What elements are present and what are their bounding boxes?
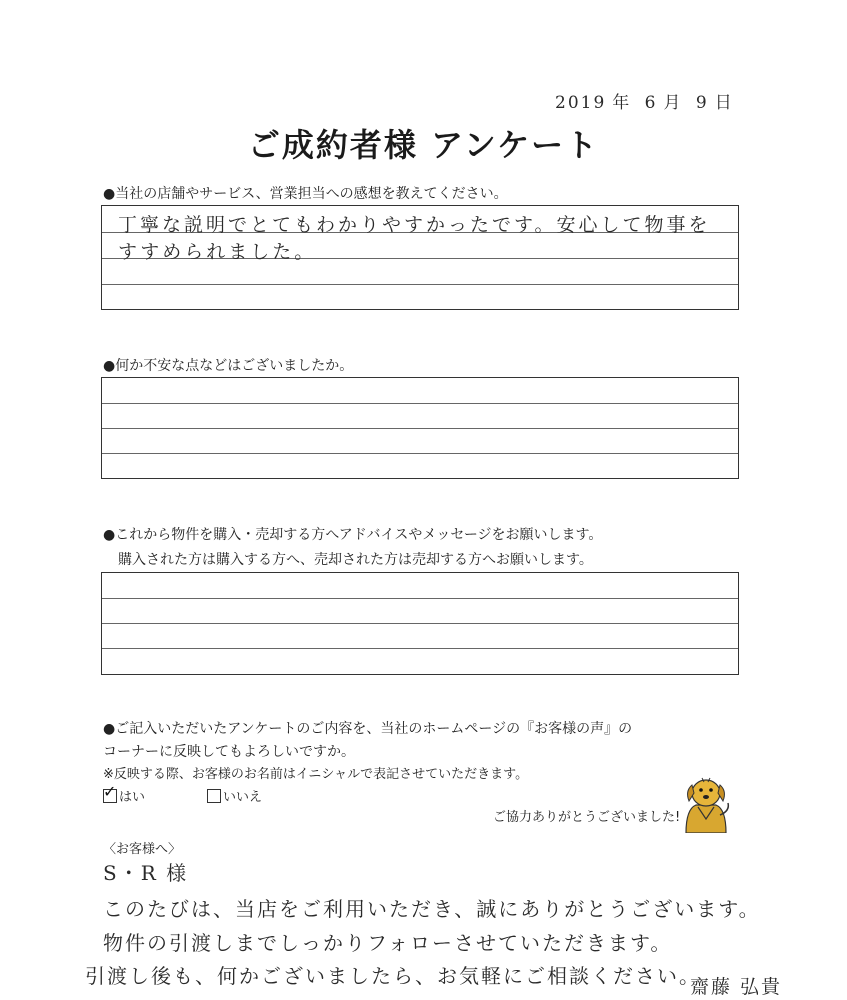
checkbox-no[interactable]	[207, 789, 221, 803]
date-month: 6	[644, 93, 658, 113]
consent-question-line-2: コーナーに反映してもよろしいですか。	[103, 744, 355, 760]
question-1-answer-line-1: 丁寧な説明でとてもわかりやすかったです。安心して物事を	[118, 214, 711, 236]
date-year-unit: 年	[612, 93, 632, 113]
survey-date	[555, 88, 740, 113]
question-2-text: ●何か不安な点などはございましたか。	[103, 358, 354, 374]
date-day-unit: 日	[714, 93, 734, 113]
reply-heading: 〈お客様へ〉	[103, 842, 182, 857]
staff-signature: 齋藤 弘貴	[690, 976, 783, 998]
reply-line-3: 引渡し後も、何かございましたら、お気軽にご相談ください。	[85, 964, 701, 988]
page-title: ご成約者様 アンケート	[247, 126, 600, 164]
question-3-subtext: 購入された方は購入する方へ、売却された方は売却する方へお願いします。	[118, 552, 593, 568]
question-3-answer-box[interactable]	[101, 572, 739, 675]
reply-recipient: S・R 様	[103, 861, 189, 885]
question-3-text: ●これから物件を購入・売却する方へアドバイスやメッセージをお願いします。	[103, 527, 603, 543]
option-no-label: いいえ	[223, 790, 263, 805]
option-yes[interactable]	[103, 786, 145, 805]
option-no[interactable]	[207, 786, 262, 805]
reply-line-2: 物件の引渡しまでしっかりフォローさせていただきます。	[103, 931, 673, 955]
question-2-answer-box[interactable]	[101, 377, 739, 479]
dog-mascot-icon	[680, 775, 732, 833]
question-1-answer-line-2: すすめられました。	[118, 241, 317, 263]
thanks-text: ご協力ありがとうございました!	[493, 810, 681, 825]
reply-line-1: このたびは、当店をご利用いただき、誠にありがとうございます。	[103, 897, 761, 921]
consent-note: ※反映する際、お客様のお名前はイニシャルで表記させていただきます。	[103, 767, 529, 782]
date-year: 2019	[555, 93, 607, 113]
option-yes-label: はい	[119, 790, 146, 805]
question-1-text: ●当社の店舗やサービス、営業担当への感想を教えてください。	[103, 186, 508, 202]
question-1-answer-box[interactable]	[101, 205, 739, 310]
consent-question-line-1: ●ご記入いただいたアンケートのご内容を、当社のホームページの『お客様の声』の	[103, 721, 633, 737]
date-day: 9	[695, 93, 709, 113]
date-month-unit: 月	[663, 93, 683, 113]
checkbox-yes[interactable]	[103, 789, 117, 803]
